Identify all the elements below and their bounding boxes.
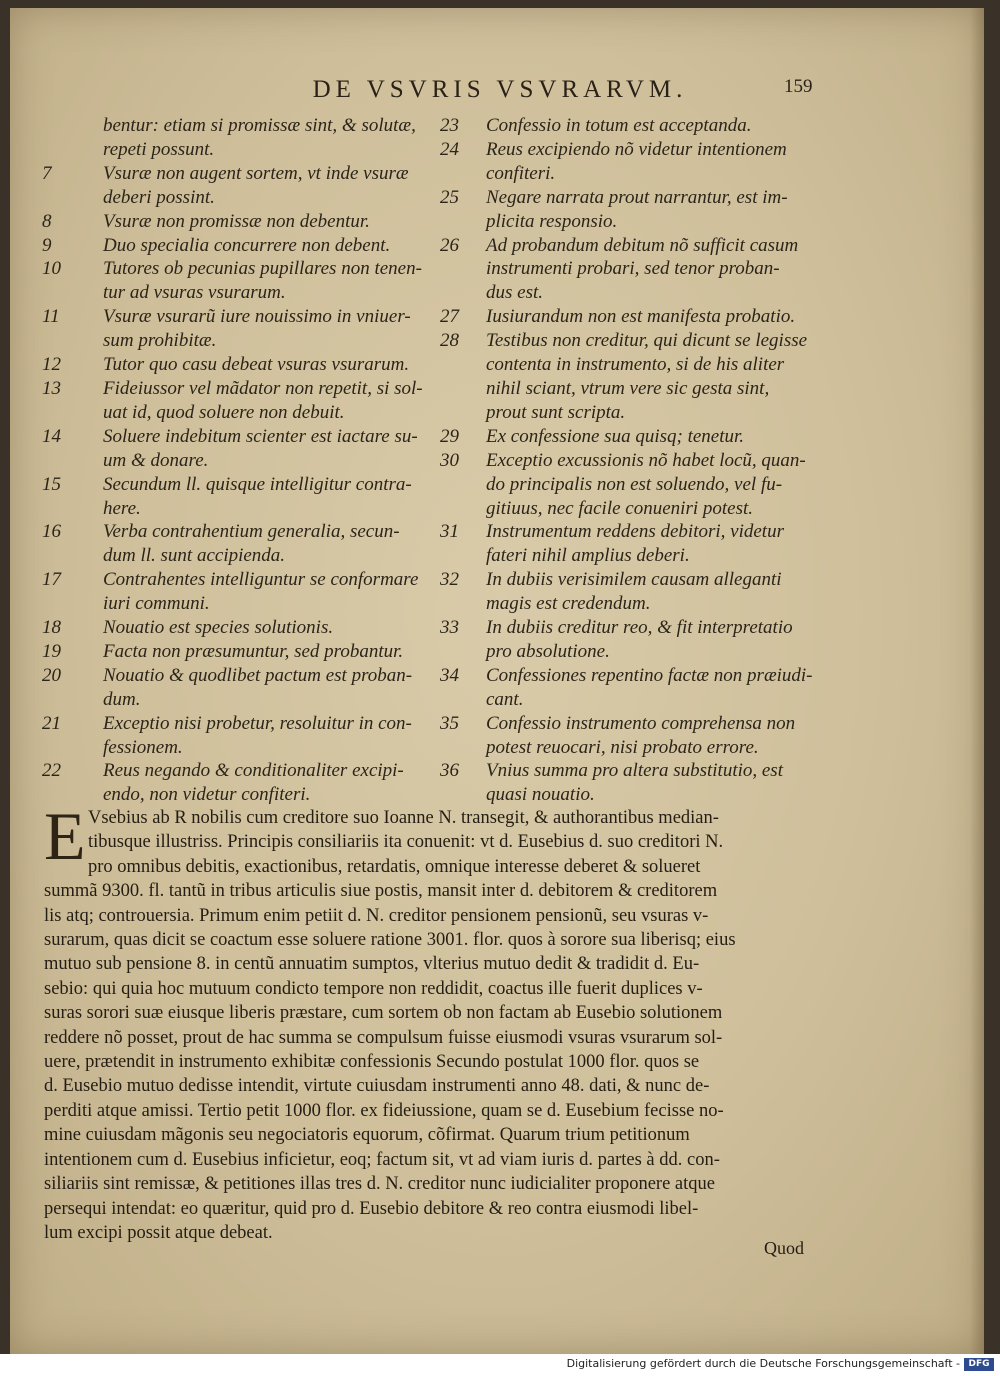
entry-line: plicita responsio. (486, 210, 618, 232)
entry-number: 33 (440, 617, 459, 639)
entry-number: 27 (440, 306, 459, 328)
entry-line: uat id, quod soluere non debuit. (103, 401, 345, 423)
summary-entry (440, 186, 820, 234)
paragraph-line: siliariis sint remissæ, & petitiones illas tres d. N. creditor nunc iudicialiter proponere atque (44, 1174, 715, 1195)
paragraph-line: Vsebius ab R nobilis cum creditore suo Ioanne N. transegit, & authorantibus median- (88, 808, 719, 828)
entry-line: In dubiis creditur reo, & fit interpretatio (486, 617, 793, 639)
summary-entry (42, 664, 432, 712)
summary-entry (440, 138, 820, 186)
entry-line: Instrumentum reddens debitori, videtur (486, 521, 784, 543)
entry-line: Facta non præsumuntur, sed probantur. (103, 640, 404, 662)
entry-number: 25 (440, 186, 459, 208)
entry-line: repeti possunt. (103, 138, 215, 160)
entry-number: 7 (42, 162, 52, 184)
summary-entry (42, 616, 432, 640)
paragraph-line: surarum, quas dicit se coactum esse soluere ratione 3001. flor. quos à sorore sua liberisq; eius (44, 930, 736, 951)
entry-line: Iusiurandum non est manifesta probatio. (486, 306, 796, 328)
entry-number: 15 (42, 473, 61, 495)
entry-line: fessionem. (103, 736, 183, 758)
entry-number: 9 (42, 234, 52, 256)
entry-line: Reus negando & conditionaliter excipi- (103, 760, 404, 782)
page-number: 159 (784, 76, 813, 97)
funding-credit: Digitalisierung gefördert durch die Deutsche Forschungsgemeinschaft - (566, 1357, 960, 1370)
paragraph-line: mutuo sub pensione 8. in centũ annuatim sumptos, vlterius mutuo dedit & tradidit d. Eu- (44, 954, 700, 975)
entry-number: 19 (42, 640, 61, 662)
summary-entry (440, 234, 820, 306)
entry-line: Nouatio est species solutionis. (103, 617, 334, 639)
summary-entry (42, 353, 432, 377)
entry-line: Vsuræ vsurarũ iure nouissimo in vniuer- (103, 306, 411, 328)
entry-number: 13 (42, 377, 61, 399)
entry-number: 24 (440, 138, 459, 160)
entry-line: Nouatio & quodlibet pactum est proban- (103, 664, 413, 686)
catchword: Quod (764, 1238, 804, 1258)
entry-line: Secundum ll. quisque intelligitur contra- (103, 473, 412, 495)
summary-entry (440, 664, 820, 712)
paragraph-line: intentionem cum d. Eusebius inficietur, eoq; factum sit, vt ad viam iuris d. partes à dd. con- (44, 1149, 720, 1170)
entry-number: 30 (440, 449, 459, 471)
summary-entry (440, 568, 820, 616)
entry-number: 14 (42, 425, 61, 447)
entry-line: Vsuræ non augent sortem, vt inde vsuræ (103, 162, 409, 184)
entry-number: 22 (42, 760, 61, 782)
paragraph-line: summã 9300. fl. tantũ in tribus articulis siue postis, mansit inter d. debitorem & creditorem (44, 881, 718, 902)
paragraph-line: persequi intendat: eo quæritur, quid pro d. Eusebio debitore & reo contra eiusmodi libel- (44, 1198, 699, 1219)
entry-line: deberi possint. (103, 186, 215, 208)
entry-number: 32 (440, 569, 459, 591)
summary-entry (42, 377, 432, 425)
paragraph-line: sebio: qui quia hoc mutuum condicto tempore non reddidit, coactus ille fuerit duplices v- (44, 978, 703, 999)
paragraph-line: d. Eusebio mutuo dedisse intendit, virtute cuiusdam instrumenti anno 48. dati, & nunc de- (44, 1076, 710, 1097)
paragraph-line: uere, prætendit in instrumento exhibitæ confessionis Secundo postulat 1000 flor. quos se (44, 1052, 700, 1073)
summary-entry (42, 759, 432, 807)
summary-entry (440, 329, 820, 425)
entry-line: Exceptio nisi probetur, resoluitur in con- (103, 712, 412, 734)
summary-entry (440, 114, 820, 138)
entry-number: 16 (42, 521, 61, 543)
entry-line: instrumenti probari, sed tenor proban- (486, 258, 780, 280)
entry-line: Vsuræ non promissæ non debentur. (103, 210, 370, 232)
entry-line: Contrahentes intelliguntur se conformare (103, 569, 419, 591)
entry-number: 18 (42, 617, 61, 639)
entry-line: bentur: etiam si promissæ sint, & solutæ, (103, 115, 416, 136)
entry-line: Exceptio excussionis nõ habet locũ, quan- (486, 449, 806, 471)
summary-entry (42, 425, 432, 473)
entry-number: 23 (440, 115, 459, 136)
entry-line: fateri nihil amplius deberi. (486, 545, 690, 567)
entry-line: tur ad vsuras vsurarum. (103, 282, 286, 304)
entry-line: sum prohibitæ. (103, 330, 217, 352)
entry-line: Vnius summa pro altera substitutio, est (486, 760, 783, 782)
paragraph-line: lum excipi possit atque debeat. (44, 1222, 273, 1243)
entry-line: prout sunt scripta. (486, 401, 626, 423)
entry-line: magis est credendum. (486, 593, 651, 615)
entry-number: 17 (42, 569, 61, 591)
entry-number: 10 (42, 258, 61, 280)
entry-line: Confessiones repentino factæ non præiudi- (486, 664, 813, 686)
entry-line: endo, non videtur confiteri. (103, 784, 311, 806)
entry-line: cant. (486, 688, 524, 710)
entry-number: 11 (42, 306, 60, 328)
paragraph-line: perditi atque amissi. Tertio petit 1000 flor. ex fideiussione, quam se d. Eusebium fecisse no- (44, 1100, 724, 1121)
summary-entry (42, 712, 432, 760)
entry-number: 34 (440, 664, 459, 686)
summary-column-left (42, 114, 432, 807)
body-paragraph (44, 798, 824, 1245)
summary-entry (42, 114, 432, 162)
paragraph-line: reddere nõ posset, prout de hac summa se compulsum fuisse eiusmodi vsuras vsurarum sol- (44, 1027, 723, 1048)
entry-number: 36 (440, 760, 459, 782)
footer-bar (0, 1354, 1000, 1376)
entry-line: confiteri. (486, 162, 556, 184)
entry-line: iuri communi. (103, 593, 210, 615)
entry-line: pro absolutione. (486, 640, 610, 662)
entry-number: 29 (440, 425, 459, 447)
entry-line: nihil sciant, vtrum vere sic gesta sint, (486, 377, 770, 399)
entry-line: In dubiis verisimilem causam alleganti (486, 569, 782, 591)
entry-number: 12 (42, 354, 61, 376)
drop-cap: E (44, 798, 86, 874)
summary-entry (42, 234, 432, 258)
paragraph-line: mine cuiusdam mãgonis seu negociatoris equorum, cõfirmat. Quarum trium petitionum (44, 1125, 690, 1146)
entry-line: do principalis non est soluendo, vel fu- (486, 473, 783, 495)
entry-line: dum. (103, 688, 141, 710)
entry-number: 8 (42, 210, 52, 232)
entry-number: 20 (42, 664, 61, 686)
summary-entry (42, 640, 432, 664)
entry-line: contenta in instrumento, si de his aliter (486, 354, 785, 376)
summary-entry (42, 305, 432, 353)
entry-line: Soluere indebitum scienter est iactare su- (103, 425, 418, 447)
paragraph-line: tibusque illustriss. Principis consiliariis ita conuenit: vt d. Eusebius d. suo creditori N. (88, 832, 724, 853)
entry-line: Confessio in totum est acceptanda. (486, 115, 752, 136)
entry-line: quasi nouatio. (486, 784, 595, 806)
entry-line: Confessio instrumento comprehensa non (486, 712, 796, 734)
entry-line: potest reuocari, nisi probato errore. (486, 736, 759, 758)
paragraph-line: lis atq; controuersia. Primum enim petiit d. N. creditor pensionem pensionũ, seu vsuras v- (44, 905, 709, 926)
summary-entry (42, 162, 432, 210)
entry-line: Reus excipiendo nõ videtur intentionem (486, 138, 787, 160)
summary-entry (42, 210, 432, 234)
entry-line: Fideiussor vel mãdator non repetit, si sol- (103, 377, 423, 399)
entry-line: gitiuus, nec facile conueniri potest. (486, 497, 754, 519)
entry-number: 35 (440, 712, 459, 734)
summary-entry (42, 473, 432, 521)
summary-entry (42, 568, 432, 616)
entry-number: 31 (440, 521, 459, 543)
entry-line: dus est. (486, 282, 543, 304)
entry-number: 21 (42, 712, 61, 734)
dfg-logo-icon: DFG (964, 1358, 994, 1371)
entry-line: dum ll. sunt accipienda. (103, 545, 286, 567)
entry-number: 26 (440, 234, 459, 256)
page-edge-shadow (970, 8, 984, 1354)
summary-entry (440, 712, 820, 760)
entry-line: Duo specialia concurrere non debent. (103, 234, 391, 256)
entry-line: here. (103, 497, 141, 519)
summary-entry (440, 425, 820, 449)
summary-entry (440, 616, 820, 664)
running-head: DE VSVRIS VSVRARVM. (312, 76, 688, 103)
entry-number: 28 (440, 330, 459, 352)
entry-line: Tutor quo casu debeat vsuras vsurarum. (103, 354, 410, 376)
entry-line: Verba contrahentium generalia, secun- (103, 521, 400, 543)
paragraph-line: pro omnibus debitis, exactionibus, retardatis, omnique interesse deberet & solueret (88, 856, 701, 877)
summary-entry (440, 449, 820, 521)
entry-line: Ad probandum debitum nõ sufficit casum (486, 234, 799, 256)
entry-line: um & donare. (103, 449, 209, 471)
summary-entry (440, 305, 820, 329)
summary-entry (440, 520, 820, 568)
entry-line: Ex confessione sua quisq; tenetur. (486, 425, 745, 447)
summary-entry (440, 759, 820, 807)
summary-column-right (440, 114, 820, 807)
entry-line: Testibus non creditur, qui dicunt se legisse (486, 330, 808, 352)
entry-line: Tutores ob pecunias pupillares non tenen- (103, 258, 422, 280)
summary-entry (42, 257, 432, 305)
entry-line: Negare narrata prout narrantur, est im- (486, 186, 788, 208)
summary-entry (42, 520, 432, 568)
paragraph-line: suras sorori suæ eiusque liberis præstare, cum sortem ob non factam ab Eusebio solutionem (44, 1003, 723, 1024)
